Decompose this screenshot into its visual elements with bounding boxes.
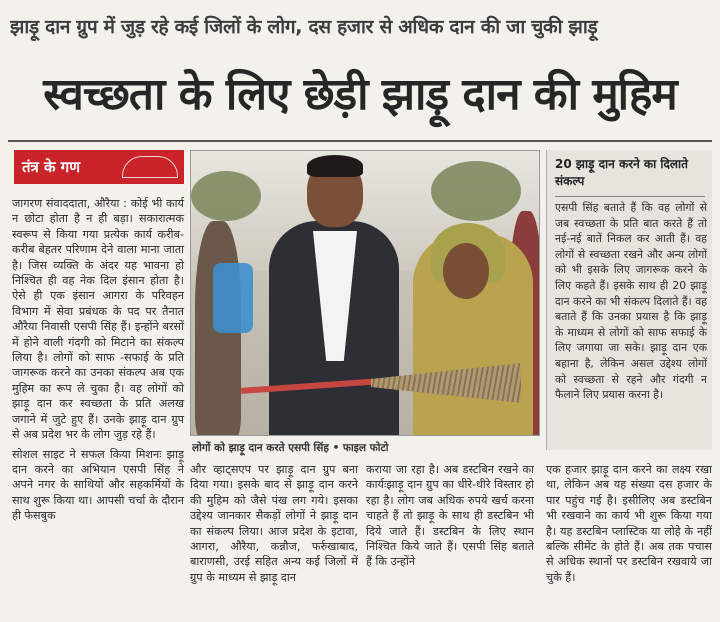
brand-label: तंत्र के गण xyxy=(22,158,81,176)
headline-rule xyxy=(8,140,712,142)
article-para-1: जागरण संवाददाता, औरैया : कोई भी कार्य न छोटा होता है न ही बड़ा। सकारात्मक स्वरूप से किया गया प्रत्येक कार्य करीब-करीब बेहतर परिणाम देने वाला माना जाता है। जिस व्यक्ति के अंदर यह भावना हो निश्चित ही वह नेक दिल इंसान होता है। ऐसे ही एक इंसान आगरा के परिवहन विभाग में सेवा प्रबंधक के पद पर तैनात औरैया निवासी एसपी सिंह हैं। इन्होंने बरसों में होने वाली गंदगी को मिटाने का संकल्प लिया है। लोगों को साफ -सफाई के प्रति जागरूक करने का उनका संकल्प अब एक मुहिम का रूप ले चुका है। वह लोगों को झाड़ू दान कर स्वच्छता के प्रति अलख जगाने में जुटे हुए हैं। उनके झाड़ू दान ग्रुप से अब प्रदेश भर के लोग जुड़ रहे हैं। xyxy=(12,197,184,442)
sidebar-title: 20 झाड़ू दान करने का दिलाते संकल्प xyxy=(555,156,705,192)
article-column-2: और व्हाट्सएप पर झाड़ू दान ग्रुप बना दिया गया। इसके बाद से झाड़ू दान करने की मुहिम को जैसे पंख लग गये। इसका उद्देश्य जानकार सैकड़ों लोगों ने झाड़ू दान का संकल्प लिया। आज प्रदेश के इटावा, आगरा, औरैया, कन्नौज, फर्रुखाबाद, बाराणसी, उरई सहित अन्य कई जिलों में ग्रुप के माध्यम से झाड़ू दान xyxy=(190,463,358,584)
photo-tree xyxy=(431,161,521,221)
parliament-icon xyxy=(122,156,178,178)
section-brand xyxy=(14,150,184,184)
sidebar-box xyxy=(546,150,712,450)
main-headline: स्वच्छता के लिए छेड़ी झाड़ू दान की मुहिम xyxy=(43,69,677,120)
photo-caption: लोगों को झाड़ू दान करते एसपी सिंह • फाइल फोटो xyxy=(192,442,389,454)
article-column-3: कराया जा रहा है। अब डस्टबिन रखने का कार्यःझाड़ू दान ग्रुप का धीरे-धीरे विस्तार हो रहा है। लोग जब अधिक रुपये खर्च करना चाहते हैं तो झाड़ू के साथ ही डस्टबिन भी दिये जाते हैं। डस्टबिन के लिए स्थान निश्चित किये जाते हैं। एसपी सिंह बताते हैं कि उन्होंने xyxy=(366,463,534,569)
article-column-4: एक हजार झाड़ू दान करने का लक्ष्य रखा था, लेकिन अब यह संख्या दस हजार के पार पहुंच गई है। इसीलिए अब डस्टबिन भी रखवाने का कार्य भी शुरू किया गया है। यह डस्टबिन प्लास्टिक या लोहे के नहीं बल्कि सीमेंट के होते हैं। अब तक पचास से अधिक स्थानों पर डस्टबिन रखवाये जा चुके हैं। xyxy=(546,463,712,584)
article-column-1 xyxy=(12,196,184,616)
article-para-2: सोशल साइट ने सफल किया मिशनः झाड़ू दान करने का अभियान एसपी सिंह ने अपने नगर के साथियों और सहकर्मियों के साथ शुरू किया था। आपसी चर्चा के दौरान ही फेसबुक xyxy=(12,447,184,523)
water-can xyxy=(213,263,253,333)
photo-man-hair xyxy=(307,155,363,177)
sidebar-body: एसपी सिंह बताते हैं कि वह लोगों से जब स्वच्छता के प्रति बात करते हैं तो नई-नई बातें निकल कर आती हैं। वह लोगों से स्वच्छता रखने और अन्य लोगों को भी इसके लिए जागरूक करने के लिए कहते हैं। इसके साथ ही 20 झाड़ू दान करने का भी संकल्प दिलाते हैं। वह बताते हैं कि उनका प्रयास है कि झाड़ू के माध्यम से लोगों को साफ सफाई के लिए जगाया जा सके। झाड़ू दान एक बहाना है, लेकिन असल उद्देश्य लोगों को स्वच्छता से रहने और गंदगी न फैलाने लिए प्रयास करना है। xyxy=(555,201,707,402)
photo-woman-head xyxy=(443,243,489,299)
news-photo xyxy=(190,150,540,436)
kicker-headline: झाड़ू दान ग्रुप में जुड़ रहे कई जिलों के लोग, दस हजार से अधिक दान की जा चुकी झाड़ू xyxy=(10,16,598,38)
photo-tree-left xyxy=(191,171,261,221)
